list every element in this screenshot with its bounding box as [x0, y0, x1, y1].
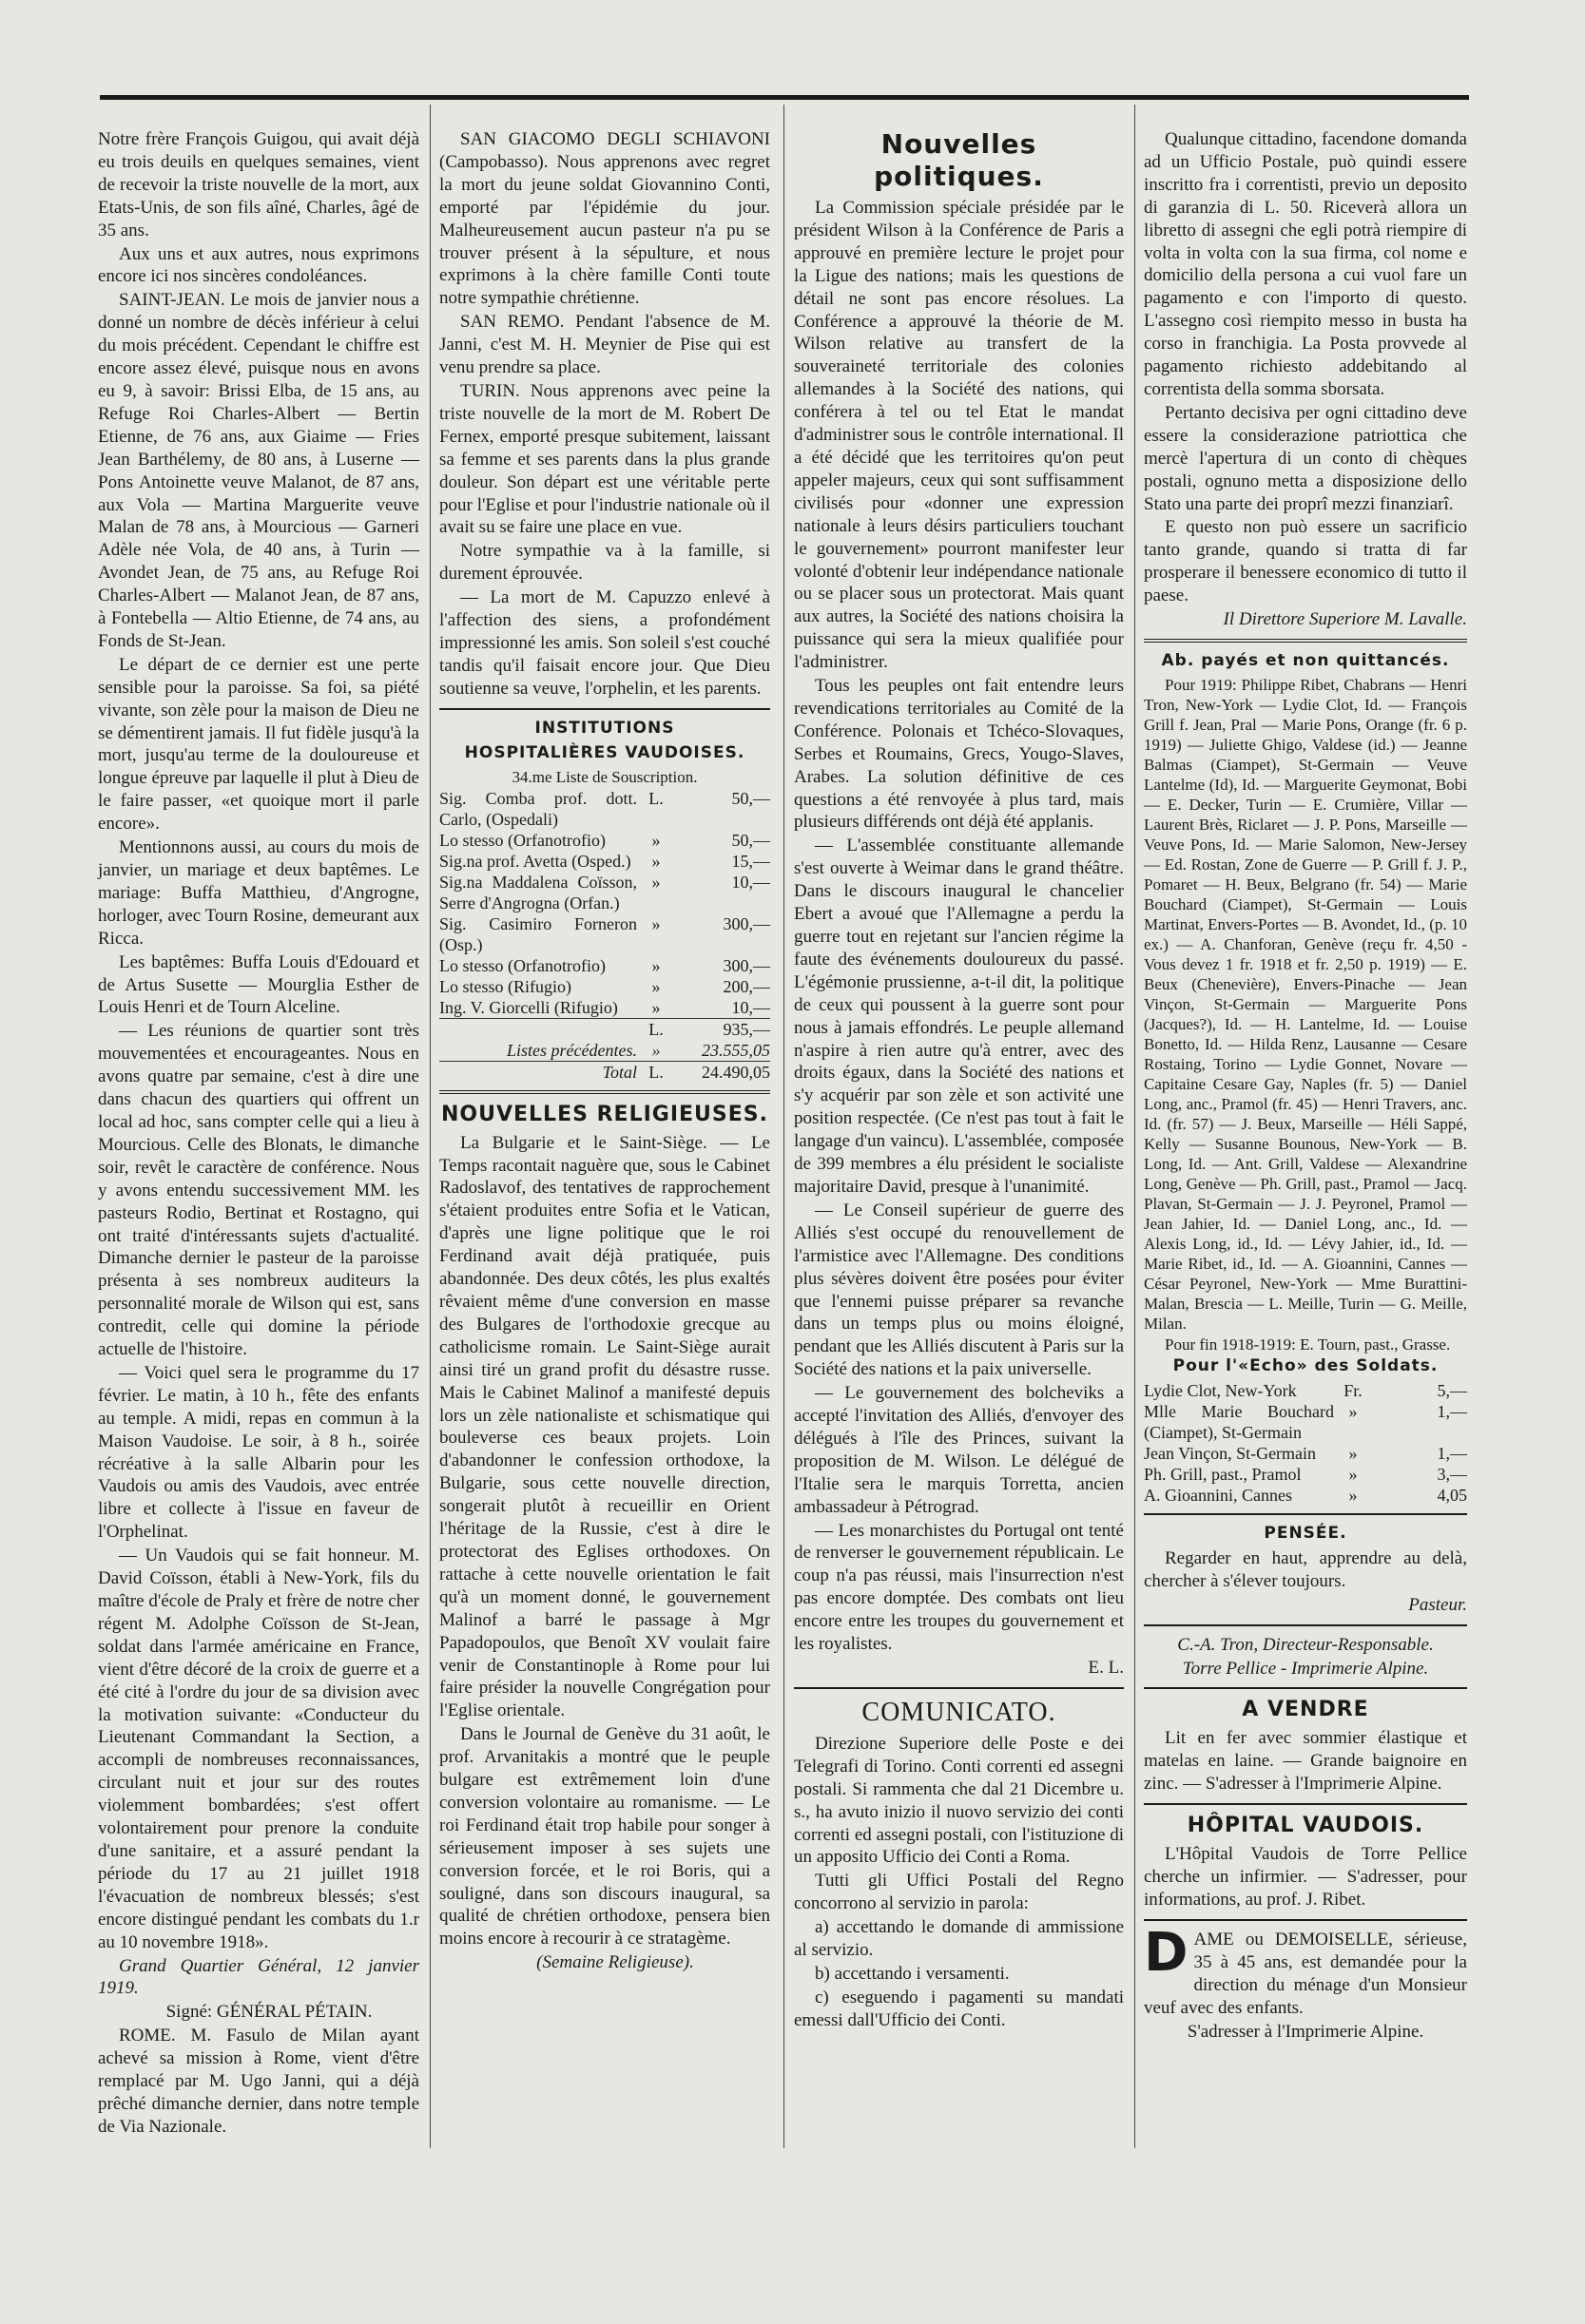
ad-text: AME ou DEMOISELLE, sérieuse, 35 à 45 ans, est demandée pour la direction du ménage d'un Monsieur veuf avec des enfants.: [1144, 1929, 1467, 2018]
subscription-list: [439, 788, 770, 1083]
list-item: Sig. Casimiro Forneron (Osp.) » 300,—: [439, 913, 770, 954]
column-3: [794, 128, 1124, 2033]
printer-line: Torre Pellice - Imprimerie Alpine.: [1182, 1658, 1429, 1679]
paragraph: — Un Vaudois qui se fait honneur. M. David Coïsson, établi à New-York, fils du maître d'école de Praly et frère de notre cher régent M. Adolphe Coïsson de St-Jean, soldat dans l'armée américaine en France, vient d'être décoré de la croix de guerre et a été cité à l'ordre du jour de sa division avec la motivation suivante: «Conducteur du Lieutenant Commandant la Section, a accompli de nombreuses reconnaissances, circulant nuit et jour sur des routes violemment bombardées; s'est offert volontairement pour prenore la conduite d'une sanitaire, et a assuré pendant la période du 17 au 21 juillet 1918 l'évacuation de nombreux blessés; s'est encore distingué pendant les combats du 1.r au 10 novembre 1918».: [98, 1546, 419, 1952]
paragraph: ROME. M. Fasulo de Milan ayant achevé sa mission à Rome, vient d'être remplacé par M. Ugo Janni, qui a déjà prêché dimanche dernier, dans notre temple de Via Nazionale.: [98, 2026, 419, 2137]
signature: Il Direttore Superiore M. Lavalle.: [1223, 609, 1467, 630]
list-item: Sig.na Maddalena Coïsson, Serre d'Angrogna (Orfan.) » 10,—: [439, 872, 770, 912]
list-item: Lo stesso (Orfanotrofio) » 50,—: [439, 830, 770, 850]
list-item: Ing. V. Giorcelli (Rifugio) » 10,—: [439, 997, 770, 1017]
paragraph: Lit en fer avec sommier élastique et matelas en laine. — Grande baignoire en zinc. — S'adresser à l'Imprimerie Alpine.: [1144, 1728, 1467, 1795]
signature: Signé: GÉNÉRAL PÉTAIN.: [165, 2002, 373, 2023]
paragraph: SAN REMO. Pendant l'absence de M. Janni, c'est M. H. Meynier de Pise qui est venu prendre sa place.: [439, 312, 770, 378]
column-divider: [1134, 105, 1135, 2148]
section-heading: NOUVELLES RELIGIEUSES.: [441, 1102, 768, 1126]
section-heading: Ab. payés et non quittancés.: [1161, 650, 1450, 670]
paragraph: — Voici quel sera le programme du 17 février. Le matin, à 10 h., fête des enfants au temple. A midi, repas en commun à la Maison Vaudoise. Le soir, à 8 h., soirée récréative à la salle Albarin pour les Vaudois ou amis des Vaudois, avec entrée libre et collecte à l'issue en faveur de l'Orphelinat.: [98, 1362, 419, 1543]
section-rule: [1144, 639, 1467, 643]
list-item: Sig. Comba prof. dott. Carlo, (Ospedali) L. 50,—: [439, 788, 770, 829]
list-item: Ph. Grill, past., Pramol » 3,—: [1144, 1464, 1467, 1484]
echo-list: [1144, 1380, 1467, 1506]
paragraph: Le départ de ce dernier est une perte sensible pour la paroisse. Sa foi, sa piété vivante, son zèle pour la maison de Dieu ne se démentirent jamais. Il fut fidèle jusqu'à la mort, jusqu'au terme de la douloureuse et longue épreuve par laquelle il plut à Dieu de le faire passer, «et quoique mort il parle encore».: [98, 654, 419, 835]
section-heading: COMUNICATO.: [861, 1697, 1056, 1727]
paragraph: Notre sympathie va à la famille, si durement éprouvée.: [439, 541, 770, 585]
paragraph: — La mort de M. Capuzzo enlevé à l'affection des siens, a profondément impressionné les amis. Son soleil s'est couché tandis qu'il faisait encore jour. Que Dieu soutienne sa veuve, l'orphelin, et les parents.: [439, 587, 771, 699]
list-item: Lo stesso (Rifugio) » 200,—: [439, 976, 770, 996]
subtotal-row: L. 935,—: [439, 1018, 770, 1040]
paragraph: b) accettando i versamenti.: [815, 1963, 1010, 1984]
drop-cap: D: [1144, 1921, 1189, 1984]
section-rule: [439, 708, 770, 710]
paragraph: a) accettando le domande di ammissione al servizio.: [794, 1917, 1124, 1961]
column-divider: [430, 105, 431, 2148]
section-heading: A VENDRE: [1242, 1698, 1369, 1722]
list-item: Mlle Marie Bouchard (Ciampet), St-Germain » 1,—: [1144, 1401, 1467, 1442]
paragraph: c) eseguendo i pagamenti su mandati emessi dall'Ufficio dei Conti.: [794, 1987, 1124, 2030]
section-rule: [1144, 1624, 1467, 1626]
section-heading: HOSPITALIÈRES VAUDOISES.: [464, 742, 745, 762]
ad-address: S'adresser à l'Imprimerie Alpine.: [1187, 2021, 1424, 2042]
paragraph: Qualunque cittadino, facendone domanda ad un Ufficio Postale, può quindi essere inscritto fra i correntisti, previo un deposito di garanzia di L. 50. Riceverà allora un libretto di assegni che egli potrà riempire di volta in volta con la sua firma, col nome e domicilio della persona a cui vuol fare un pagamento e con l'importo di questo. L'assegno così riempito messo in busta ha corso in franchigia. La Posta provvede al pagamento richiesto addebitando al correntista della somma sborsata.: [1144, 129, 1467, 399]
section-heading: HÔPITAL VAUDOIS.: [1187, 1814, 1424, 1838]
column-divider: [783, 105, 784, 2148]
section-rule: [1144, 1687, 1467, 1689]
section-heading: Nouvelles politiques.: [874, 128, 1044, 192]
column-1: [98, 128, 419, 2140]
section-heading: PENSÉE.: [1264, 1523, 1347, 1543]
paragraph: — L'assemblée constituante allemande s'est ouverte à Weimar dans le grand théâtre. Dans le discours inaugural le chancelier Ebert a avoué que l'Allemagne a perdu la guerre tout en rejetant sur l'ancien régime la faute des événements douloureux du passé. L'égémonie prussienne, a-t-il dit, la politique de ceux qui poussent à la guerre sont pour nous à jamais effondrés. Le peuple allemand n'aspire à rien autre qu'à entrer, avec des droits égaux, dans la Société des nations et s'y acquérir par son zèle et son activité une position respectée. (Ce n'est pas tout à fait le langage d'un vaincu). L'assemblée, composée de 399 membres a élu président le socialiste majoritaire David, presque à l'unanimité.: [794, 835, 1124, 1197]
list-item: Sig.na prof. Avetta (Osped.) » 15,—: [439, 851, 770, 871]
paragraph: — Les réunions de quartier sont très mouvementées et encourageantes. Nous en avons quatre par semaine, c'est à dire une dans chacun des quartiers qui offrent un local ad hoc, sans compter celle qui a lieu à Mourcious. Celle des Blonats, le dimanche soir, revêt le caractère de conférence. Nous y avons entendu successivement MM. les pasteurs Rodio, Bertinat et Rostagno, qui ont traité d'intéressants sujets d'actualité. Dimanche dernier le pasteur de la paroisse présenta à ses nombreux auditeurs la personnalité morale de Wilson qui est, sans contredit, celle qui domine la période actuelle de l'histoire.: [98, 1021, 419, 1360]
paragraph: Pertanto decisiva per ogni cittadino deve essere la considerazione patriottica che mercè l'apertura di un conto di chèques postali, ognuno metta a disposizione dello Stato una parte dei proprî mezzi finanziarî.: [1144, 402, 1467, 514]
section-heading: INSTITUTIONS: [534, 718, 675, 738]
paragraph: Notre frère François Guigou, qui avait déjà eu trois deuils en quelques semaines, vient de recevoir la triste nouvelle de la mort, aux Etats-Unis, de son fils aîné, Charles, âgé de 35 ans.: [98, 129, 419, 240]
subscribers-list: Pour fin 1918-1919: E. Tourn, past., Grasse.: [1165, 1335, 1451, 1354]
paragraph: Direzione Superiore delle Poste e dei Telegrafi di Torino. Conti correnti ed assegni postali. Si rammenta che dal 21 Dicembre u. s., ha avuto inizio il nuovo servizio dei conti correnti ed assegni postali, con l'istituzione di un apposito Ufficio dei Conti a Roma.: [794, 1733, 1124, 1868]
section-rule: [1144, 1803, 1467, 1805]
paragraph: E questo non può essere un sacrificio tanto grande, quando si tratta di far prosperare il benessere economico di tutto il paese.: [1144, 517, 1467, 606]
section-rule: [1144, 1919, 1467, 1921]
column-4: [1144, 128, 1467, 2044]
paragraph: Aux uns et aux autres, nous exprimons encore ici nos sincères condoléances.: [98, 243, 419, 287]
editor-line: C.-A. Tron, Directeur-Responsable.: [1177, 1634, 1434, 1655]
paragraph: Mentionnons aussi, au cours du mois de janvier, un mariage et deux baptêmes. Le mariage: Buffa Matthieu, d'Angrogne, horloger, avec Tourn Rosine, demeurant aux Ricca.: [98, 837, 419, 949]
paragraph: Tutti gli Uffici Postali del Regno concorrono al servizio in parola:: [794, 1871, 1124, 1914]
paragraph: SAINT-JEAN. Le mois de janvier nous a donné un nombre de décès inférieur à celui du mois précédent. Cependant le chiffre est encore assez élevé, puisque nous en avons eu 9, à savoir: Brissi Elba, de 15 ans, au Refuge Roi Charles-Albert — Bertin Etienne, de 76 ans, aux Giaime — Fries Jean Barthélemy, de 80 ans, à Luserne — Pons Antoinette veuve Malanot, de 87 ans, aux Vola — Martina Marguerite veuve Malan de 78 ans, à Mourcious — Garneri Adèle née Vola, de 40 ans, à Turin — Avondet Jean, de 75 ans, au Refuge Roi Charles-Albert — Malanot Jean, de 87 ans, à Fontebella — Altio Etienne, de 74 ans, au Fonds de St-Jean.: [98, 290, 419, 651]
total-row: Total L. 24.490,05: [439, 1061, 770, 1083]
paragraph: — Le Conseil supérieur de guerre des Alliés s'est occupé du renouvellement de l'armistice avec l'Allemagne. Des conditions plus sévères doivent être posées pour éviter que l'ennemi puisse préparer sa revanche dans un temps plus ou moins éloigné, pendant que les Alliés discutent à Paris sur la Société des nations et la paix universelle.: [794, 1200, 1124, 1380]
advertisement: [1144, 1921, 1467, 2020]
column-2: [439, 128, 770, 1975]
list-item: A. Gioannini, Cannes » 4,05: [1144, 1485, 1467, 1505]
paragraph: L'Hôpital Vaudois de Torre Pellice cherche un infirmier. — S'adresser, pour informations, au prof. J. Ribet.: [1144, 1844, 1467, 1910]
paragraph: La Bulgarie et le Saint-Siège. — Le Temps racontait naguère que, sous le Cabinet Radoslavof, des tentatives de rapprochement s'étaient produites entre Sofia et le Vatican, d'après une ligne politique que le roi Ferdinand avait déjà pratiquée, puis abandonnée. Des deux côtés, les plus exaltés rêvaient même d'une conversion en masse des Bulgares de l'orthodoxie grecque au catholicisme romain. Le Saint-Siège aurait ainsi tiré un grand profit du désastre russe. Mais le Cabinet Malinof a manifesté depuis lors un zèle nationaliste et schismatique qui bouleverse ces beaux projets. Loin d'abandonner le confession orthodoxe, la Bulgarie, sous cette nouvelle direction, songerait plutôt à recueillir en Orient l'héritage de la Russie, c'est à dire le protectorat des Eglises orthodoxes. On rattache à cette nouvelle orientation le fait qu'à un moment donné, le gouvernement Malinof a barré le passage à Mgr Papadopoulos, que Benoît XV voulait faire venir de Constantinople à Rome pour lui faire présider la nouvelle Congrégation pour l'Eglise orientale.: [439, 1132, 770, 1721]
section-rule: [1144, 1513, 1467, 1515]
paragraph: TURIN. Nous apprenons avec peine la triste nouvelle de la mort de M. Robert De Fernex, emporté presque subitement, laissant sa femme et ses parents dans la plus grande douleur. Son départ est une véritable perte pour l'Eglise et pour l'industrie nationale où il avait su se faire une place en vue.: [439, 380, 770, 538]
list-item: Lydie Clot, New-York Fr. 5,—: [1144, 1380, 1467, 1400]
paragraph: Regarder en haut, apprendre au delà, chercher à s'élever toujours.: [1144, 1547, 1467, 1591]
signature: E. L.: [1088, 1658, 1124, 1678]
paragraph: La Commission spéciale présidée par le président Wilson à la Conférence de Paris a approuvé en première lecture le projet pour la Ligue des nations; mais les questions de détail ne sont pas encore résolues. La Conférence a approuvé la théorie de M. Wilson relative au transfert de la souveraineté territoriale des colonies allemandes à la Société des nations, qui conférera à tel ou tel Etat le mandat d'administrer sous le contrôle international. Il a été décidé que les territoires qu'on peut appeler majeurs, ceux qui sont suffisamment civilisés pour «donner une expression nationale à leurs désirs particuliers touchant le gouvernement» pourront manifester leur volonté d'obtenir leur indépendance nationale ou se placer sous un protectorat. Mais quant aux autres, la Société des nations choisira la puissance qui sera la mieux qualifiée pour l'administrer.: [794, 198, 1124, 673]
list-subtitle: 34.me Liste de Souscription.: [512, 767, 698, 786]
subscribers-list: Pour 1919: Philippe Ribet, Chabrans — Henri Tron, New-York — Lydie Clot, Id. — François Grill f. Jean, Pral — Marie Pons, Orange (fr. 6 p. 1919) — Juliette Ghigo, Valdese (id.) — Jeanne Balmas (Ciampet), St-Germain — Veuve Lantelme (Id), Id. — Marguerite Geymonat, Bobi — E. Decker, Turin — E. Crumière, Villar — Laurent Brès, Riclaret — J. P. Pons, Marseille — Veuve Pons, Id. — Marie Salomon, New-Jersey — Ed. Rostan, Zone de Guerre — P. Grill f. J. P., Pomaret — H. Beux, Belgrano (fr. 54) — Marie Bouchard (Ciampet), St-Germain — Louis Martinat, Envers-Portes — B. Avondet, Id., (p. 10 ex.) — A. Chanforan, Genève (reçu fr. 4,50 - Vous devez 1 fr. 1918 et fr. 2,50 p. 1919) — E. Beux (Chenevière), Envers-Pinache — Jean Vinçon, St-Germain — Marguerite Pons (Jacques?), Id. — H. Lantelme, Id. — Louise Bonetto, Id. — Hilda Renz, Lausanne — Cesare Rostaing, Torino — Lydie Gonnet, Novare — Capitaine Cesare Gay, Naples (fr. 5) — Daniel Long, anc., Pramol (fr. 45) — Henri Travers, anc. Id. (fr. 57) — J. Beux, Marseille — Héli Sappé, Kelly — Susanne Bounous, New-York — B. Long, Id. — Ant. Grill, Valdese — Alexandrine Long, Genève — Ph. Grill, past., Pramol — Jacq. Plavan, St-Germain — J. J. Peyronel, Pramol — Jean Jahier, Id. — Daniel Long, anc., Id. — Alexis Long, id., Id. — Lévy Jahier, id., Id. — Marie Ribet, id., Id. — A. Gioannini, Cannes — César Peyronel, New-York — Mme Burattini-Malan, Brescia — L. Meille, Turin — G. Meille, Milan.: [1144, 675, 1467, 1333]
paragraph: — Le gouvernement des bolcheviks a accepté l'invitation des Alliés, d'envoyer des délégués à l'île des Princes, suivant la proposition de M. Wilson. Le délégué de l'Italie sera le marquis Torretta, ancien ambassadeur à Pétrograd.: [794, 1383, 1124, 1517]
paragraph: Tous les peuples ont fait entendre leurs revendications territoriales au Comité de la Conférence. Polonais et Tchéco-Slovaques, Serbes et Roumains, Grecs, Yougo-Slaves, Arabes. La solution définitive de ces questions a été renvoyée à plus tard, mais plusieurs différends ont déjà été applanis.: [794, 676, 1124, 833]
top-rule: [100, 95, 1469, 100]
dateline: Grand Quartier Général, 12 janvier 1919.: [98, 1955, 419, 1999]
paragraph: Dans le Journal de Genève du 31 août, le prof. Arvanitakis a montré que le peuple bulgare est extrêmement loin d'une conversion volontaire au romanisme. — Le roi Ferdinand était trop habile pour songer à sérieusement imposer à ses sujets une conversion forcée, et le roi Boris, qui a souligné, dans son discours inaugural, sa qualité de chrétien orthodoxe, pensera bien moins encore à recourir à ce stratagème.: [439, 1724, 770, 1949]
list-item: Jean Vinçon, St-Germain » 1,—: [1144, 1443, 1467, 1463]
paragraph: — Les monarchistes du Portugal ont tenté de renverser le gouvernement républicain. Le coup n'a pas réussi, mais l'insurrection n'est pas encore domptée. Des combats ont lieu encore entre les troupes du gouvernement et les royalistes.: [794, 1520, 1124, 1655]
list-item: Lo stesso (Orfanotrofio) » 300,—: [439, 955, 770, 975]
section-rule: [439, 1090, 770, 1094]
signature: Pasteur.: [1408, 1594, 1467, 1615]
source-note: (Semaine Religieuse).: [536, 1952, 694, 1973]
paragraph: SAN GIACOMO DEGLI SCHIAVONI (Campobasso). Nous apprenons avec regret la mort du jeune soldat Giovannino Conti, emporté par l'épidémie du jour. Malheureusement aucun pasteur n'a pu se trouver présent à la sépulture, et nous exprimons à la chère famille Conti toute notre sympathie chrétienne.: [439, 129, 770, 309]
section-heading: Pour l'«Echo» des Soldats.: [1172, 1355, 1439, 1375]
previous-lists-row: Listes précédentes. » 23.555,05: [507, 1040, 770, 1060]
section-rule: [794, 1687, 1124, 1689]
paragraph: Les baptêmes: Buffa Louis d'Edouard et de Artus Susette — Mourglia Esther de Louis Henri et de Tourn Alceline.: [98, 951, 419, 1018]
